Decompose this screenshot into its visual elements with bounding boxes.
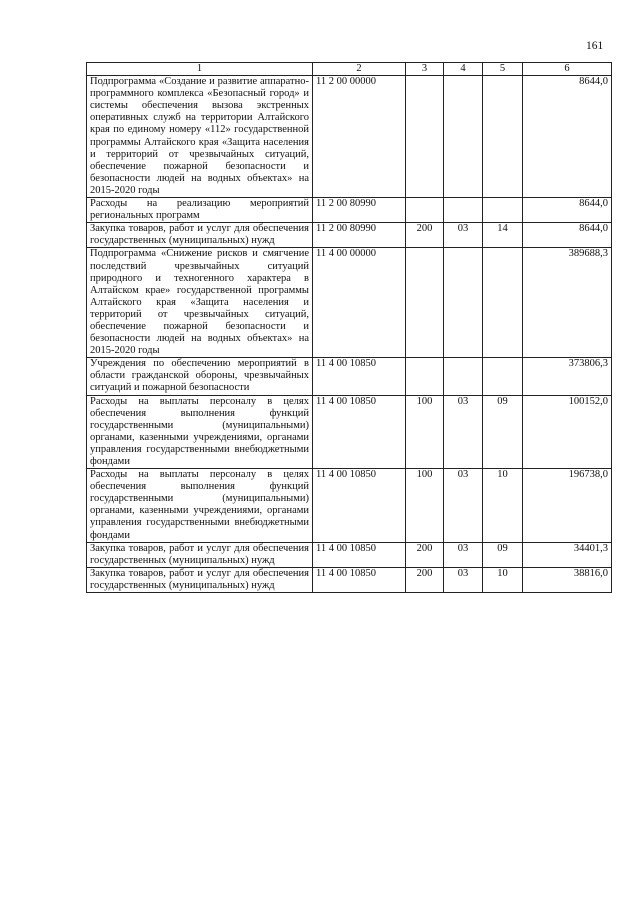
row-name: Подпрограмма «Снижение рисков и смягчение последствий чрезвычайных ситуаций природного и техногенного характера в Алтайском крае» государственной программы Алтайского края «Защита населения и территорий от чрезвычайных ситуаций, обеспечение пожарной безопасности и безопасности людей на водных объектах» на 2015-2020 годы: [87, 248, 313, 358]
page-number: 161: [586, 40, 604, 52]
row-code: 11 4 00 10850: [313, 469, 406, 543]
row-amount: 8644,0: [523, 223, 612, 248]
table-row: [87, 395, 612, 469]
row-name: Закупка товаров, работ и услуг для обеспечения государственных (муниципальных) нужд: [87, 567, 313, 592]
row-code: 11 2 00 80990: [313, 198, 406, 223]
row-name: Расходы на реализацию мероприятий региональных программ: [87, 198, 313, 223]
table-row: [87, 358, 612, 395]
row-expense-type: [406, 198, 444, 223]
row-section: 03: [444, 223, 483, 248]
row-expense-type: [406, 358, 444, 395]
row-amount: 34401,3: [523, 542, 612, 567]
row-name: Учреждения по обеспечению мероприятий в области гражданской обороны, чрезвычайных ситуаций и пожарной безопасности: [87, 358, 313, 395]
row-subsection: 10: [483, 469, 523, 543]
row-name: Закупка товаров, работ и услуг для обеспечения государственных (муниципальных) нужд: [87, 223, 313, 248]
row-expense-type: 200: [406, 223, 444, 248]
row-amount: 389688,3: [523, 248, 612, 358]
column-header-5: 5: [483, 63, 523, 76]
row-subsection: 09: [483, 395, 523, 469]
row-section: [444, 76, 483, 198]
row-code: 11 4 00 10850: [313, 358, 406, 395]
column-header-4: 4: [444, 63, 483, 76]
row-subsection: [483, 76, 523, 198]
row-name: Расходы на выплаты персоналу в целях обеспечения выполнения функций государственными (муниципальными) органами, казенными учреждениями, органами управления государственными внебюджетными фондами: [87, 395, 313, 469]
row-name: Расходы на выплаты персоналу в целях обеспечения выполнения функций государственными (муниципальными) органами, казенными учреждениями, органами управления государственными внебюджетными фондами: [87, 469, 313, 543]
row-code: 11 2 00 00000: [313, 76, 406, 198]
row-expense-type: 100: [406, 469, 444, 543]
row-section: [444, 248, 483, 358]
row-subsection: 14: [483, 223, 523, 248]
table-row: [87, 469, 612, 543]
column-header-1: 1: [87, 63, 313, 76]
row-subsection: [483, 248, 523, 358]
row-code: 11 4 00 10850: [313, 542, 406, 567]
table-header-row: [87, 63, 612, 76]
row-amount: 38816,0: [523, 567, 612, 592]
row-section: 03: [444, 567, 483, 592]
column-header-2: 2: [313, 63, 406, 76]
table-row: [87, 76, 612, 198]
row-section: 03: [444, 395, 483, 469]
row-amount: 8644,0: [523, 76, 612, 198]
row-subsection: [483, 358, 523, 395]
row-code: 11 4 00 00000: [313, 248, 406, 358]
row-expense-type: 100: [406, 395, 444, 469]
budget-table: [86, 62, 612, 593]
table-row: [87, 248, 612, 358]
row-section: [444, 358, 483, 395]
row-amount: 100152,0: [523, 395, 612, 469]
table-row: [87, 567, 612, 592]
row-expense-type: [406, 248, 444, 358]
row-section: 03: [444, 469, 483, 543]
row-code: 11 4 00 10850: [313, 395, 406, 469]
column-header-3: 3: [406, 63, 444, 76]
row-amount: 196738,0: [523, 469, 612, 543]
row-section: [444, 198, 483, 223]
row-code: 11 4 00 10850: [313, 567, 406, 592]
table-row: [87, 223, 612, 248]
row-subsection: 09: [483, 542, 523, 567]
row-subsection: 10: [483, 567, 523, 592]
row-name: Подпрограмма «Создание и развитие аппаратно-программного комплекса «Безопасный город» и системы обеспечения вызова экстренных оперативных служб на территории Алтайского края по единому номеру «112» государственной программы Алтайского края «Защита населения и территорий от чрезвычайных ситуаций, обеспечение пожарной безопасности и безопасности людей на водных объектах» на 2015-2020 годы: [87, 76, 313, 198]
row-expense-type: [406, 76, 444, 198]
table-row: [87, 198, 612, 223]
row-name: Закупка товаров, работ и услуг для обеспечения государственных (муниципальных) нужд: [87, 542, 313, 567]
column-header-6: 6: [523, 63, 612, 76]
row-expense-type: 200: [406, 542, 444, 567]
row-code: 11 2 00 80990: [313, 223, 406, 248]
row-subsection: [483, 198, 523, 223]
row-amount: 373806,3: [523, 358, 612, 395]
row-amount: 8644,0: [523, 198, 612, 223]
table-row: [87, 542, 612, 567]
row-section: 03: [444, 542, 483, 567]
row-expense-type: 200: [406, 567, 444, 592]
